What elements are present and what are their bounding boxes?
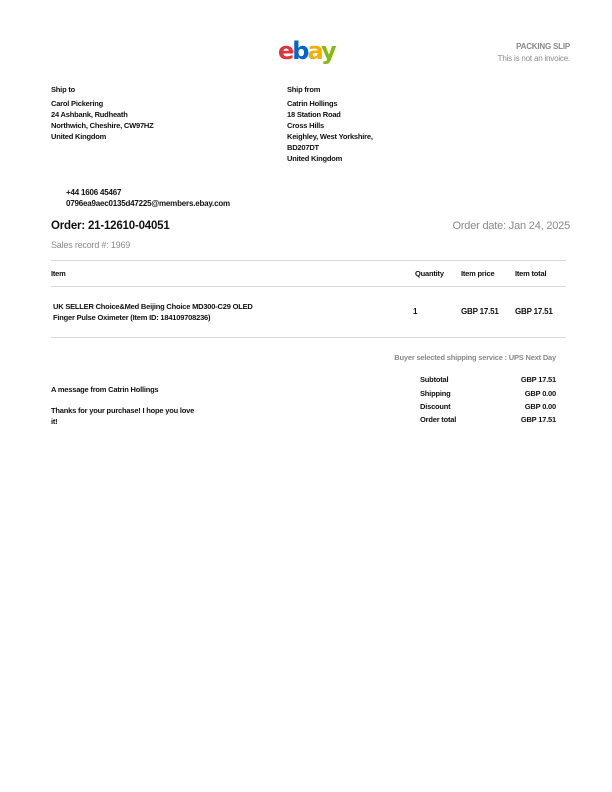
sales-record: Sales record #: 1969 (51, 240, 131, 250)
column-header-item: Item (51, 269, 66, 278)
ship-from-line: 18 Station Road (287, 110, 341, 119)
table-row-item-total: GBP 17.51 (515, 307, 553, 316)
discount-value: GBP 0.00 (524, 402, 556, 411)
buyer-phone: +44 1606 45467 (66, 188, 122, 197)
order-total-value: GBP 17.51 (520, 415, 556, 424)
logo-letter-a: a (307, 37, 321, 65)
order-date: Order date: Jan 24, 2025 (452, 220, 570, 232)
ship-from-label: Ship from (287, 85, 321, 94)
table-row-item-price: GBP 17.51 (461, 307, 499, 316)
subtotal-label: Subtotal (420, 375, 449, 384)
buyer-contact (66, 187, 230, 209)
ship-from-address (287, 98, 373, 164)
ship-from-line: Catrin Hollings (287, 99, 338, 108)
ship-from-line: Keighley, West Yorkshire, (287, 132, 373, 141)
buyer-email: 0796ea9aec0135d47225@members.ebay.com (66, 199, 230, 208)
subtotal-value: GBP 17.51 (520, 375, 556, 384)
divider (51, 337, 566, 338)
divider (51, 286, 566, 287)
ship-to-line: Northwich, Cheshire, CW97HZ (51, 121, 154, 130)
ship-to-label: Ship to (51, 85, 76, 94)
discount-label: Discount (420, 402, 451, 411)
ship-from-line: BD207DT (287, 143, 319, 152)
logo-letter-e: e (278, 37, 293, 65)
order-total-label: Order total (420, 415, 457, 424)
packing-slip-title: PACKING SLIP (516, 42, 570, 51)
ship-to-address (51, 98, 154, 142)
column-header-quantity: Quantity (415, 269, 444, 278)
ship-from-line: United Kingdom (287, 154, 343, 163)
seller-message-heading: A message from Catrin Hollings (51, 385, 159, 394)
logo-letter-y: y (320, 37, 335, 65)
ebay-logo (278, 38, 335, 64)
item-title-line: UK SELLER Choice&Med Beijing Choice MD300-C29 OLED (53, 302, 253, 311)
ship-to-line: United Kingdom (51, 132, 107, 141)
column-header-item-price: Item price (461, 269, 495, 278)
not-invoice-note: This is not an invoice. (497, 54, 570, 63)
ship-from-line: Cross Hills (287, 121, 324, 130)
seller-message-body: Thanks for your purchase! I hope you love it! (51, 406, 195, 426)
ship-to-line: 24 Ashbank, Rudheath (51, 110, 128, 119)
table-row-item-title (53, 301, 253, 323)
divider (51, 260, 566, 261)
table-row-quantity: 1 (413, 307, 418, 316)
shipping-label: Shipping (420, 389, 451, 398)
order-number: Order: 21-12610-04051 (51, 220, 170, 232)
ship-to-line: Carol Pickering (51, 99, 104, 108)
item-title-line: Finger Pulse Oximeter (Item ID: 184109708236) (53, 313, 211, 322)
shipping-value: GBP 0.00 (524, 389, 556, 398)
logo-letter-b: b (292, 37, 308, 65)
shipping-service: Buyer selected shipping service : UPS Next Day (394, 353, 556, 362)
column-header-item-total: Item total (515, 269, 547, 278)
